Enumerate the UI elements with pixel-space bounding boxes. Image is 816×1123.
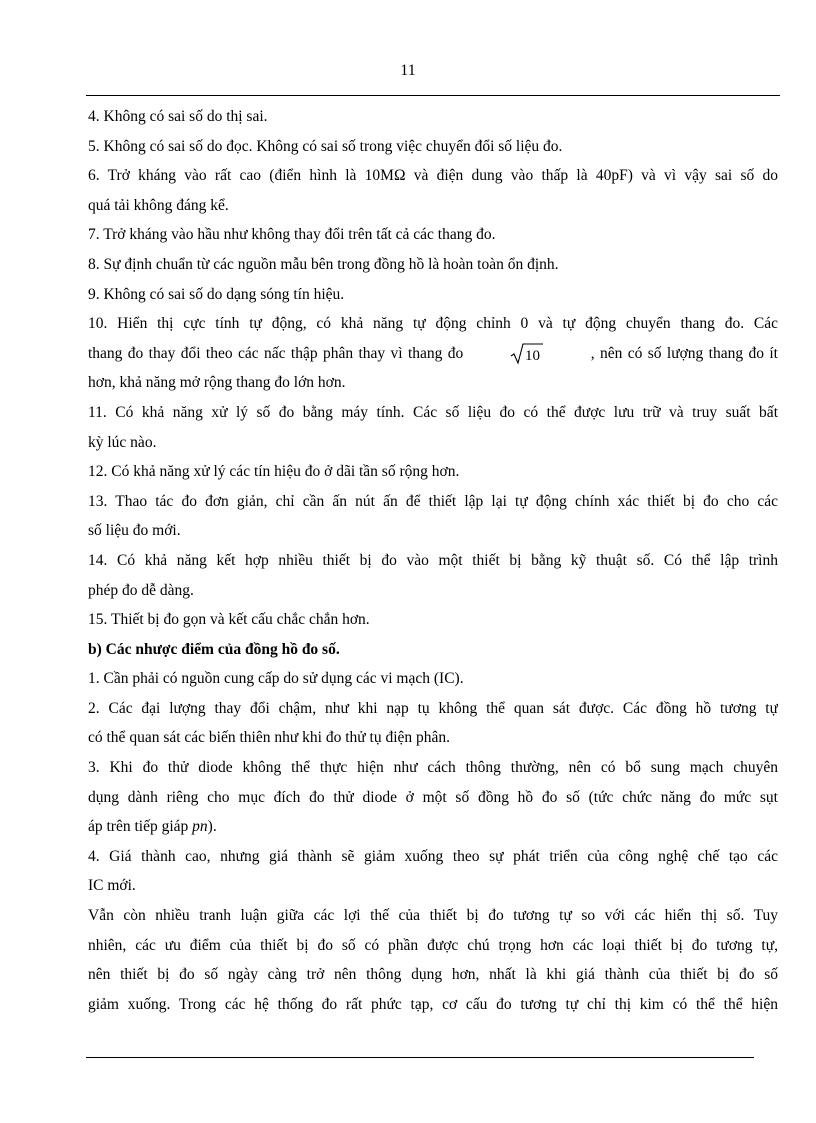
page-number: 11: [400, 62, 416, 79]
list-item-10-text-a: thang đo thay đổi theo các nấc thập phân thay vì thang đo: [88, 344, 464, 362]
closing-paragraph-line-2: nhiên, các ưu điểm của thiết bị đo số có phần được chú trọng hơn các loại thiết bị đo tương tự,: [88, 936, 778, 954]
disadvantage-2: 2. Các đại lượng thay đổi chậm, như khi nạp tụ không thể quan sát được. Các đồng hồ tương tự: [88, 699, 778, 717]
list-item-8: 8. Sự định chuẩn từ các nguồn mẫu bên trong đồng hồ là hoàn toàn ổn định.: [88, 255, 559, 273]
list-item-13: 13. Thao tác đo đơn giản, chỉ cần ấn nút ấn để thiết lập lại tự động chính xác thiết bị đo cho các: [88, 492, 778, 510]
section-heading: b) Các nhược điểm của đồng hồ đo số.: [88, 640, 340, 658]
list-item-14: 14. Có khả năng kết hợp nhiều thiết bị đo vào một thiết bị bằng kỹ thuật số. Có thể lập trình: [88, 551, 778, 569]
list-item-12: 12. Có khả năng xử lý các tín hiệu đo ở dãi tần số rộng hơn.: [88, 463, 460, 481]
disadvantage-2-cont: có thể quan sát các biến thiên như khi đo thử tụ điện phân.: [88, 729, 451, 747]
pn-junction-term: pn: [192, 818, 208, 836]
disadvantage-3-end: ).: [207, 818, 217, 836]
disadvantage-3-cont: dụng dành riêng cho mục đích đo thử diode ở một số đồng hồ đo số (tức chức năng đo mức sụt: [88, 788, 778, 806]
disadvantage-4-cont: IC mới.: [88, 877, 136, 895]
list-item-6-cont: quá tải không đáng kể.: [88, 196, 229, 214]
disadvantage-3-text: áp trên tiếp giáp: [88, 818, 193, 836]
disadvantage-4: 4. Giá thành cao, nhưng giá thành sẽ giảm xuống theo sự phát triển của công nghệ chế tạo các: [88, 847, 778, 865]
disadvantage-3: 3. Khi đo thử diode không thể thực hiện như cách thông thường, nên có bổ sung mạch chuyên: [88, 759, 778, 777]
list-item-11-cont: kỳ lúc nào.: [88, 433, 157, 451]
sqrt-radicand: 10: [525, 347, 540, 364]
list-item-9: 9. Không có sai số do dạng sóng tín hiệu.: [88, 285, 345, 303]
list-item-11: 11. Có khả năng xử lý số đo bằng máy tính. Các số liệu đo có thể được lưu trữ và truy suất bất: [88, 403, 778, 421]
list-item-15: 15. Thiết bị đo gọn và kết cấu chắc chắn hơn.: [88, 611, 370, 629]
list-item-14-cont: phép đo dễ dàng.: [88, 581, 194, 599]
list-item-4: 4. Không có sai số do thị sai.: [88, 108, 268, 125]
closing-paragraph-line-1: Vẫn còn nhiều tranh luận giữa các lợi thế của thiết bị đo tương tự so với các hiển thị số. Tuy: [88, 907, 778, 925]
document-body: [88, 102, 778, 1019]
closing-paragraph-line-4: giảm xuống. Trong các hệ thống đo rất phức tạp, cơ cấu đo tương tự chỉ thị kim có thể thể hiện: [88, 995, 778, 1013]
list-item-10: 10. Hiển thị cực tính tự động, có khả năng tự động chỉnh 0 và tự động chuyển thang đo. Các: [88, 315, 778, 333]
list-item-10-text-b: , nên có số lượng thang đo ít: [590, 344, 778, 362]
list-item-10-cont2: hơn, khả năng mở rộng thang đo lớn hơn.: [88, 374, 346, 392]
list-item-6: 6. Trở kháng vào rất cao (điển hình là 10MΩ và điện dung vào thấp là 40pF) và vì vậy sai số do: [88, 167, 778, 185]
list-item-10-cont: [88, 339, 778, 369]
disadvantage-1: 1. Cần phải có nguồn cung cấp do sử dụng các vi mạch (IC).: [88, 670, 464, 688]
sqrt-10-formula: [510, 343, 544, 365]
footer-rule: [86, 1057, 754, 1058]
list-item-7: 7. Trở kháng vào hầu như không thay đổi trên tất cả các thang đo.: [88, 226, 496, 244]
disadvantage-3-cont2: [88, 812, 778, 842]
list-item-13-cont: số liệu đo mới.: [88, 522, 181, 540]
closing-paragraph-line-3: nên thiết bị đo số ngày càng trở nên thông dụng hơn, nhất là khi giá thành của thiết bị đo số: [88, 966, 778, 984]
header-rule: [86, 95, 780, 96]
list-item-5: 5. Không có sai số do đọc. Không có sai số trong việc chuyển đổi số liệu đo.: [88, 137, 563, 155]
